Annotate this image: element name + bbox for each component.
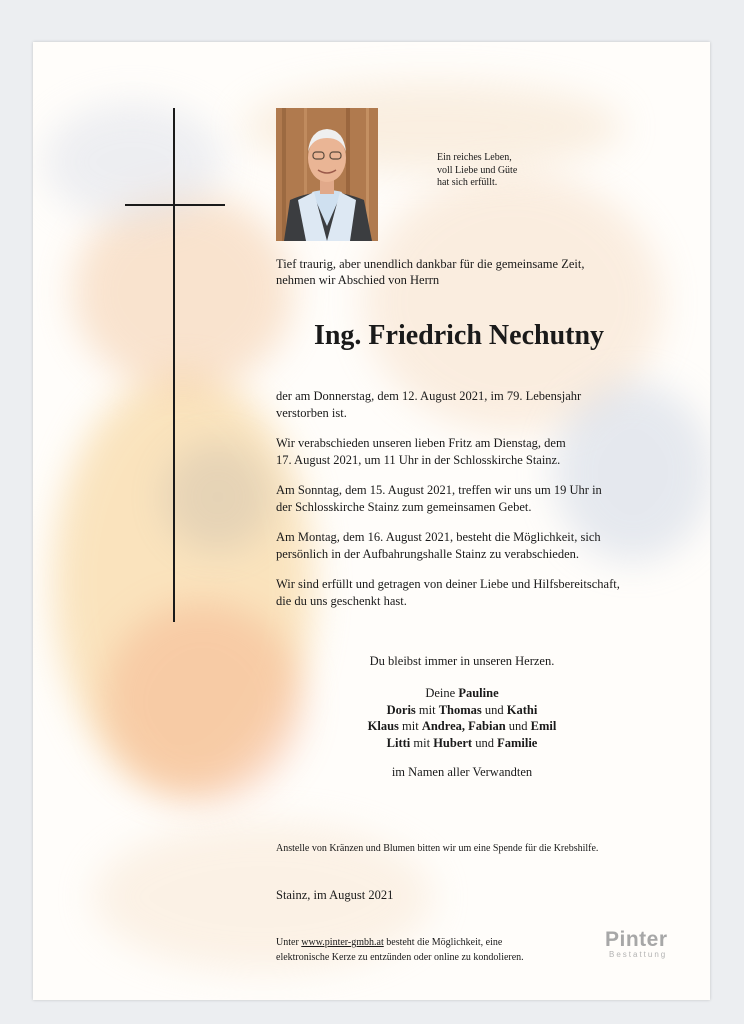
watercolor-wash [103, 602, 303, 802]
deceased-name: Ing. Friedrich Nechutny [313, 320, 605, 351]
intro-line: nehmen wir Abschied von Herrn [276, 273, 440, 287]
memorial-quote [437, 152, 577, 190]
paragraph-line: der am Donnerstag, dem 12. August 2021, im 79. Lebensjahr [276, 389, 582, 403]
paragraph-line: Am Montag, dem 16. August 2021, besteht die Möglichkeit, sich [276, 530, 601, 544]
closing-line: Du bleibst immer in unseren Herzen. [369, 654, 555, 668]
paragraph-line: Wir sind erfüllt und getragen von deiner Liebe und Hilfsbereitschaft, [276, 577, 620, 591]
paragraph-death [276, 388, 686, 421]
quote-line: Ein reiches Leben, [437, 152, 512, 163]
watercolor-wash [73, 192, 293, 392]
paragraph-line: verstorben ist. [276, 405, 347, 420]
paragraph-gratitude [276, 576, 686, 609]
mourner-line: Doris mit Thomas und Kathi [386, 702, 538, 717]
intro-line: Tief traurig, aber unendlich dankbar für die gemeinsame Zeit, [276, 257, 585, 271]
paragraph-prayer [276, 482, 686, 515]
paragraph-funeral [276, 435, 686, 468]
website-link[interactable]: www.pinter-gmbh.at [301, 937, 384, 948]
relatives-line: im Namen aller Verwandten [391, 765, 533, 779]
paragraph-line: Am Sonntag, dem 15. August 2021, treffen wir uns um 19 Uhr in [276, 483, 602, 497]
watercolor-wash [163, 442, 273, 552]
quote-line: hat sich erfüllt. [437, 177, 498, 188]
paragraph-line: die du uns geschenkt hast. [276, 593, 407, 608]
mourner-line: Litti mit Hubert und Familie [386, 735, 538, 750]
logo-name: Pinter [605, 928, 668, 951]
obituary-sheet [33, 42, 710, 1000]
logo-subtitle: Bestattung [609, 950, 668, 959]
portrait-photo [276, 108, 378, 241]
condolence-footer [276, 935, 524, 965]
mourner-line: Deine Pauline [425, 686, 499, 700]
paragraph-line: der Schlosskirche Stainz zum gemeinsamen Gebet. [276, 499, 532, 514]
mourner-line: Klaus mit Andrea, Fabian und Emil [367, 719, 557, 733]
paragraph-line: 17. August 2021, um 11 Uhr in der Schlosskirche Stainz. [276, 452, 561, 467]
paragraph-viewing [276, 529, 686, 562]
mourners-list [276, 685, 648, 751]
footer-line: elektronische Kerze zu entzünden oder online zu kondolieren. [276, 952, 524, 963]
paragraph-line: Wir verabschieden unseren lieben Fritz am Dienstag, dem [276, 436, 566, 450]
donation-note: Anstelle von Kränzen und Blumen bitten wir um eine Spende für die Krebshilfe. [276, 843, 599, 854]
place-date: Stainz, im August 2021 [276, 888, 394, 902]
quote-line: voll Liebe und Güte [437, 164, 518, 176]
funeral-home-logo [605, 928, 705, 968]
paragraph-line: persönlich in der Aufbahrungshalle Stainz zu verabschieden. [276, 546, 580, 561]
footer-line: Unter www.pinter-gmbh.at besteht die Möglichkeit, eine [276, 937, 503, 948]
intro-text [276, 256, 676, 288]
